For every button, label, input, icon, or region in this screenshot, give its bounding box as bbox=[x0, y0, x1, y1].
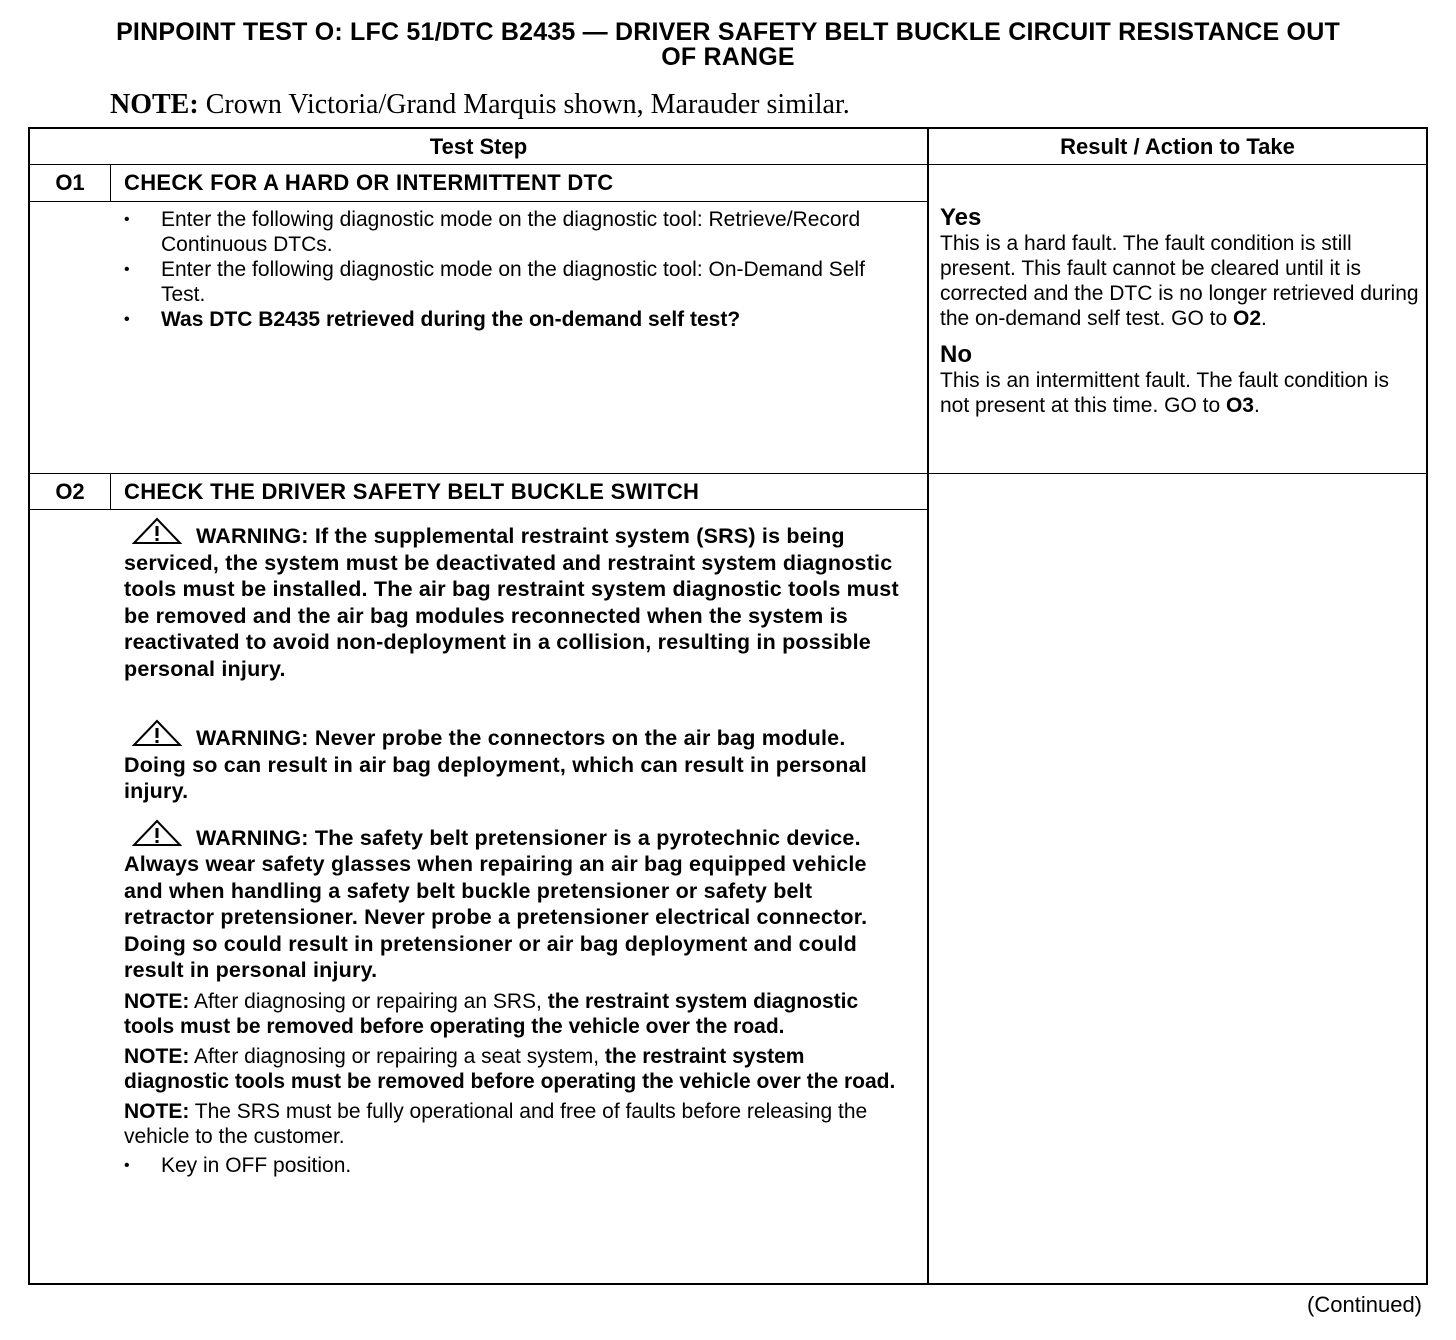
note-block: NOTE: After diagnosing or repairing a seat system, the restraint system diagnostic tools must be removed before operating the vehicle over the road. bbox=[124, 1044, 896, 1093]
list-item: • Enter the following diagnostic mode on the diagnostic tool: Retrieve/Record Continuous DTCs. bbox=[124, 207, 904, 257]
warning-block bbox=[124, 517, 899, 682]
list-item: • Enter the following diagnostic mode on the diagnostic tool: On-Demand Self Test. bbox=[124, 257, 904, 307]
warning-text: The safety belt pretensioner is a pyrotechnic device. Always wear safety glasses when repairing an air bag equipped vehicle and when handling a safety belt buckle pretensioner or safety belt retractor pretensioner. Never probe a pretensioner electrical connector. Doing so could result in pretensioner or air bag deployment and could result in personal injury. bbox=[124, 825, 868, 982]
warning-text: Never probe the connectors on the air bag module. Doing so can result in air bag deployment, which can result in personal injury. bbox=[124, 726, 867, 803]
note-label: NOTE: bbox=[124, 1099, 190, 1123]
pinpoint-test-table bbox=[28, 127, 1428, 1285]
step-number-divider-o2 bbox=[110, 474, 111, 509]
warning-label: WARNING: bbox=[196, 726, 309, 750]
result-yes-label: Yes bbox=[940, 204, 982, 231]
page-title-line-2: OF RANGE bbox=[661, 43, 795, 71]
warning-text: If the supplemental restraint system (SRS) is being serviced, the system must be deactivated and restraint system diagnostic tools must be installed. The air bag restraint system diagnostic tools must be removed and the air bag modules reconnected when the system is reactivated to avoid non-deployment in a collision, resulting in possible personal injury. bbox=[124, 524, 899, 681]
note-label: NOTE: bbox=[124, 1044, 190, 1068]
list-item: • Was DTC B2435 retrieved during the on-demand self test? bbox=[124, 307, 904, 332]
header-test-step: Test Step bbox=[429, 134, 528, 159]
step-body-o2 bbox=[124, 517, 899, 1178]
warning-block bbox=[124, 719, 899, 805]
step-title-o2: CHECK THE DRIVER SAFETY BELT BUCKLE SWITCH bbox=[124, 479, 700, 504]
intro-note bbox=[110, 90, 850, 120]
continued-label: (Continued) bbox=[1307, 1292, 1422, 1317]
result-no-text: This is an intermittent fault. The fault condition is not present at this time. GO to O3. bbox=[940, 369, 1389, 417]
note-label: NOTE: bbox=[124, 989, 190, 1013]
step-title-o1: CHECK FOR A HARD OR INTERMITTENT DTC bbox=[124, 170, 614, 195]
header-result-action: Result / Action to Take bbox=[1060, 134, 1295, 159]
result-yes-text: This is a hard fault. The fault condition is still present. This fault cannot be cleared until it is corrected and the DTC is no longer retrieved during the on-demand self test. GO to O2. bbox=[940, 232, 1419, 330]
warning-triangle-icon bbox=[132, 719, 182, 747]
warning-triangle-icon bbox=[132, 819, 182, 847]
result-o1 bbox=[940, 205, 1424, 418]
step-number-o2: O2 bbox=[55, 479, 85, 504]
warning-triangle-icon bbox=[132, 517, 182, 545]
note-block: NOTE: After diagnosing or repairing an SRS, the restraint system diagnostic tools must be removed before operating the vehicle over the road. bbox=[124, 989, 859, 1038]
intro-note-text: Crown Victoria/Grand Marquis shown, Marauder similar. bbox=[198, 89, 850, 120]
page-title-line-1: PINPOINT TEST O: LFC 51/DTC B2435 — DRIVER SAFETY BELT BUCKLE CIRCUIT RESISTANCE OUT bbox=[116, 18, 1340, 46]
step-number-divider-o1 bbox=[110, 164, 111, 201]
o2-title-rule bbox=[30, 509, 927, 510]
o1-bottom-rule bbox=[30, 473, 1426, 474]
list-item: • Key in OFF position. bbox=[124, 1153, 899, 1178]
warning-block bbox=[124, 819, 899, 984]
warning-label: WARNING: bbox=[196, 524, 309, 548]
result-no-label: No bbox=[940, 341, 972, 368]
column-divider bbox=[927, 129, 929, 1283]
header-rule bbox=[30, 164, 1426, 165]
goto-o3-link[interactable]: O3 bbox=[1225, 394, 1254, 417]
step-body-o1 bbox=[124, 207, 904, 332]
note-block: NOTE: The SRS must be fully operational and free of faults before releasing the vehicle to the customer. bbox=[124, 1099, 868, 1148]
step-number-o1: O1 bbox=[55, 170, 85, 195]
goto-o2-link[interactable]: O2 bbox=[1233, 307, 1262, 330]
intro-note-label: NOTE: bbox=[110, 89, 199, 120]
warning-label: WARNING: bbox=[196, 825, 309, 850]
step-o2-bullets bbox=[124, 1153, 899, 1178]
page-title bbox=[30, 20, 1426, 70]
o1-title-rule bbox=[30, 201, 927, 202]
